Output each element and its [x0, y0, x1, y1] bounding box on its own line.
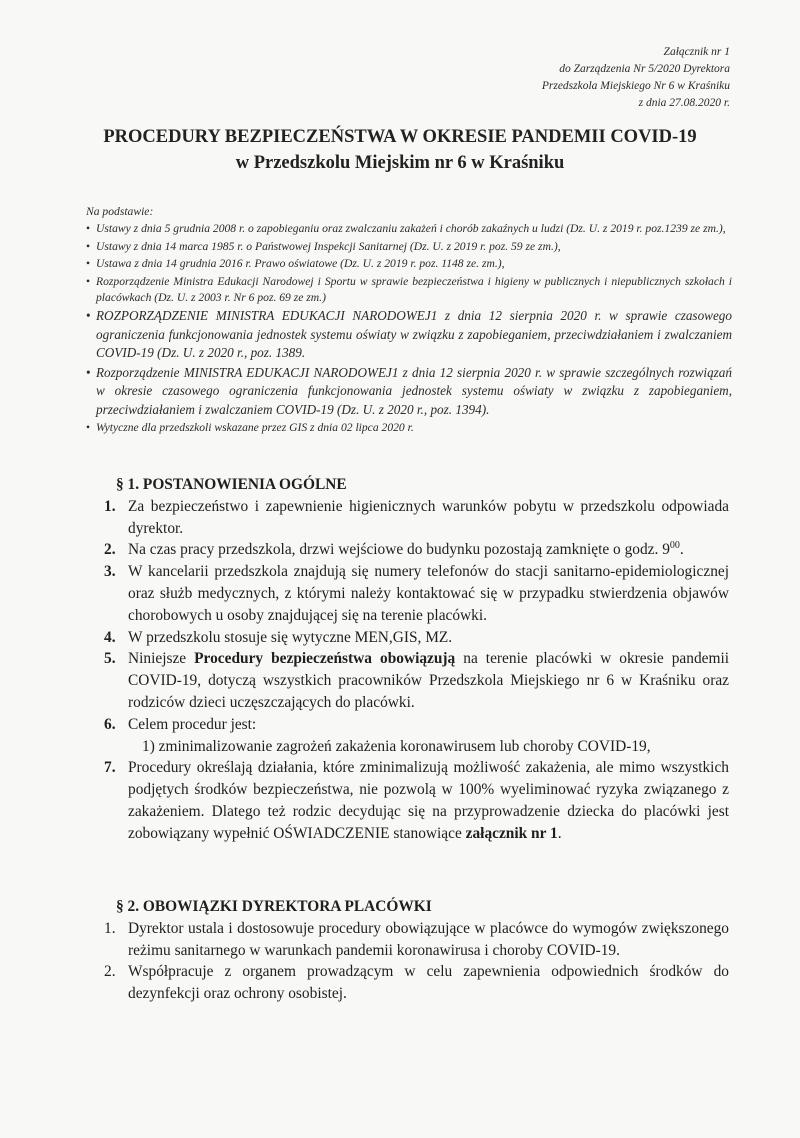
- item-text: .: [557, 824, 562, 842]
- item-text: Niniejsze: [128, 650, 195, 668]
- annex-line: Przedszkola Miejskiego Nr 6 w Kraśniku: [541, 80, 730, 92]
- section-general-provisions: [104, 474, 729, 845]
- legal-basis: [86, 204, 732, 438]
- item-superscript: 00: [669, 540, 680, 552]
- annex-line: do Zarządzenia Nr 5/2020 Dyrektora: [559, 63, 730, 75]
- item-text: W przedszkolu stosuje się wytyczne MEN,GIS, MZ.: [128, 628, 453, 646]
- annex-line: z dnia 27.08.2020 r.: [638, 97, 730, 109]
- list-item: • ROZPORZĄDZENIE MINISTRA EDUKACJI NARODOWEJ1 z dnia 12 sierpnia 2020 r. w sprawie czasowego ograniczenia funkcjonowania jednostek systemu oświaty w związku z zapobieganiem, przeciwdziałaniem i zwalczaniem COVID-19 (Dz. U. z 2020 r., poz. 1389.: [86, 307, 732, 363]
- list-item: [104, 648, 729, 713]
- item-number: 1.: [104, 497, 116, 515]
- duties-list: [104, 918, 729, 1005]
- item-text: Na czas pracy przedszkola, drzwi wejściowe do budynku pozostają zamknięte o godz. 9: [128, 541, 670, 559]
- list-item: • Rozporządzenie MINISTRA EDUKACJI NARODOWEJ1 z dnia 12 sierpnia 2020 r. w sprawie szczególnych rozwiązań w okresie czasowego ograniczenia funkcjonowania jednostek systemu oświaty w związku z zapobieganiem, przeciwdziałaniem i zwalczaniem COVID-19 (Dz. U. z 2020 r., poz. 1394).: [86, 364, 732, 420]
- list-item: [104, 918, 729, 962]
- sub-item: 1) zminimalizowanie zagrożeń zakażenia koronawirusem lub choroby COVID-19,: [142, 737, 651, 755]
- item-number: 2.: [104, 963, 116, 981]
- item-number: 3.: [104, 563, 116, 581]
- list-item: • Ustawy z dnia 14 marca 1985 r. o Państwowej Inspekcji Sanitarnej (Dz. U. z 2019 r. poz. 59 ze zm.),: [86, 239, 732, 255]
- item-number: 1.: [104, 919, 116, 937]
- document-title: [60, 124, 740, 176]
- item-text: Celem procedur jest:: [128, 715, 257, 733]
- item-number: 6.: [104, 715, 116, 733]
- list-item: • Rozporządzenie Ministra Edukacji Narodowej i Sportu w sprawie bezpieczeństwa i higieny w publicznych i niepublicznych szkołach i placówkach (Dz. U. z 2003 r. Nr 6 poz. 69 ze zm.): [86, 274, 732, 307]
- item-number: 4.: [104, 628, 116, 646]
- list-item: [104, 961, 729, 1005]
- item-text: Za bezpieczeństwo i zapewnienie higienicznych warunków pobytu w przedszkolu odpowiada dyrektor.: [128, 497, 729, 537]
- annex-line: Załącznik nr 1: [663, 46, 730, 58]
- list-item: [104, 757, 729, 844]
- list-item: • Wytyczne dla przedszkoli wskazane przez GIS z dnia 02 lipca 2020 r.: [86, 420, 732, 436]
- item-text-bold: załącznik nr 1: [465, 824, 558, 842]
- annex-note: [542, 44, 730, 112]
- item-number: 5.: [104, 650, 116, 668]
- item-text: Dyrektor ustala i dostosowuje procedury obowiązujące w placówce do wymogów zwiększonego reżimu sanitarnego w warunkach pandemii koronawirusa i choroby COVID-19.: [128, 919, 729, 959]
- item-text: Współpracuje z organem prowadzącym w celu zapewnienia odpowiednich środków do dezynfekcji oraz ochrony osobistej.: [128, 963, 729, 1003]
- legal-basis-label: Na podstawie:: [86, 205, 154, 218]
- item-text: na terenie placówki w okresie pandemii COVID-19, dotyczą wszystkich pracowników Przedszkola Miejskiego nr 6 w Kraśniku oraz rodziców dzieci uczęszczających do placówki.: [128, 650, 729, 711]
- list-item: • Ustawy z dnia 5 grudnia 2008 r. o zapobieganiu oraz zwalczaniu zakażeń i chorób zakaźnych u ludzi (Dz. U. z 2019 r. poz.1239 ze zm.),: [86, 221, 732, 237]
- list-item: [104, 496, 729, 540]
- list-item: [104, 627, 729, 649]
- provisions-list: [104, 496, 729, 845]
- item-text: Procedury określają działania, które zminimalizują możliwość zakażenia, ale mimo wszystkich podjętych środków bezpieczeństwa, nie pozwolą w 100% wyeliminować ryzyka związanego z zakażeniem. Dlatego też rodzic decydując się na przyprowadzenie dziecka do placówki jest zobowiązany wypełnić OŚWIADCZENIE stanowiące: [128, 759, 729, 842]
- legal-basis-list: [86, 221, 732, 436]
- title-line: w Przedszkolu Miejskim nr 6 w Kraśniku: [235, 153, 565, 173]
- item-number: 7.: [104, 759, 116, 777]
- list-item: [104, 561, 729, 626]
- item-text: W kancelarii przedszkola znajdują się numery telefonów do stacji sanitarno-epidemiologicznej oraz służb medycznych, z którymi należy kontaktować się w przypadku stwierdzenia objawów chorobowych u osoby znajdującej się na terenie placówki.: [128, 563, 729, 624]
- list-item: • Ustawa z dnia 14 grudnia 2016 r. Prawo oświatowe (Dz. U. z 2019 r. poz. 1148 ze. zm.),: [86, 256, 732, 272]
- section-heading: § 1. POSTANOWIENIA OGÓLNE: [116, 476, 347, 493]
- list-item: [104, 539, 729, 561]
- item-number: 2.: [104, 541, 116, 559]
- section-heading: § 2. OBOWIĄZKI DYREKTORA PLACÓWKI: [116, 898, 432, 915]
- list-item: [104, 714, 729, 758]
- item-text-end: .: [679, 541, 684, 559]
- item-text-bold: Procedury bezpieczeństwa obowiązują: [194, 650, 456, 668]
- title-line: PROCEDURY BEZPIECZEŃSTWA W OKRESIE PANDEMII COVID-19: [103, 127, 697, 147]
- section-director-duties: [104, 896, 729, 1005]
